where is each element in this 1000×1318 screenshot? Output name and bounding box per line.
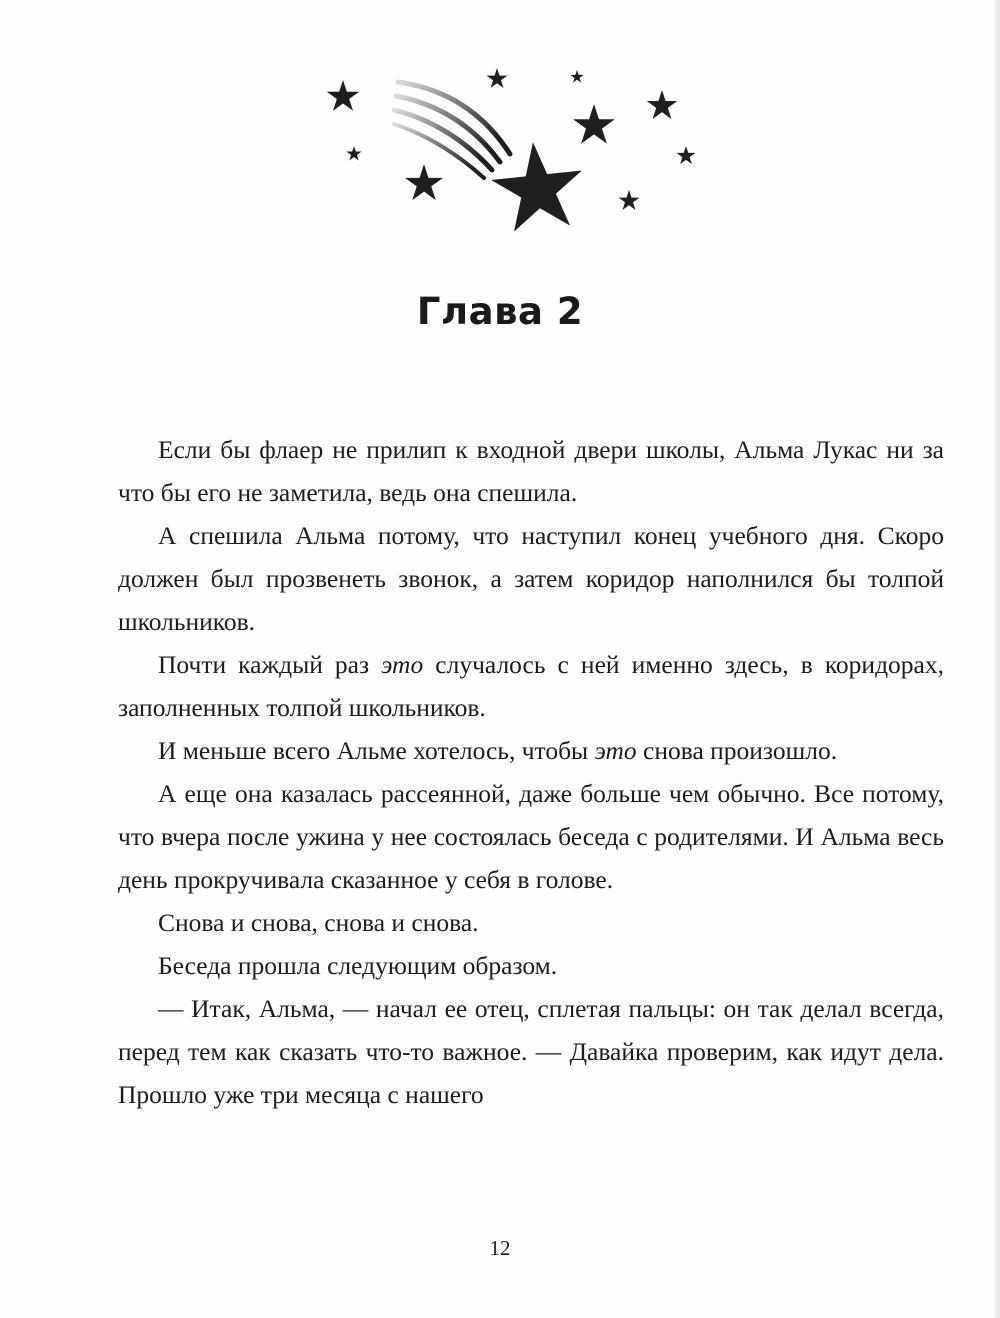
paragraph-text: случалось с ней именно здесь, в коридорах, заполненных толпой школьников.	[118, 650, 944, 722]
chapter-title: Глава 2	[416, 290, 584, 333]
paragraph	[118, 729, 944, 772]
paragraph-text: А еще она казалась рассеянной, даже больше чем обычно. Все потому, что вчера после ужина у нее состоялась беседа с родителями. И Альма весь день прокручивала сказанное у себя в голове.	[118, 779, 944, 894]
paragraph	[118, 514, 944, 643]
paragraph	[118, 987, 944, 1116]
paragraph-text: Если бы флаер не прилип к входной двери школы, Альма Лукас ни за что бы его не заметила, ведь она спешила.	[118, 435, 944, 507]
paragraph-text: снова произошло.	[636, 736, 838, 765]
shooting-star-ornament-icon	[320, 62, 700, 252]
paragraph	[118, 643, 944, 729]
paragraph-text: — Итак, Альма, — начал ее отец, сплетая пальцы: он так делал всегда, перед тем как сказать что-то важное. — Давайка проверим, как идут дела. Прошло уже три месяца с нашего	[118, 994, 944, 1109]
paragraph-text: Снова и снова, снова и снова.	[158, 908, 479, 937]
paragraph	[118, 944, 944, 987]
page-edge-shadow	[994, 0, 1000, 1318]
emphasis-text: это	[381, 650, 424, 679]
paragraph-text: Беседа прошла следующим образом.	[158, 951, 558, 980]
paragraph-text: И меньше всего Альме хотелось, чтобы	[158, 736, 595, 765]
body-text	[118, 428, 944, 1116]
page-number: 12	[489, 1236, 511, 1260]
emphasis-text: это	[594, 736, 637, 765]
paragraph	[118, 901, 944, 944]
paragraph-text: Почти каждый раз	[158, 650, 382, 679]
paragraph	[118, 428, 944, 514]
paragraph-text: А спешила Альма потому, что наступил конец учебного дня. Скоро должен был прозвенеть звонок, а затем коридор наполнился бы толпой школьников.	[118, 521, 944, 636]
paragraph	[118, 772, 944, 901]
